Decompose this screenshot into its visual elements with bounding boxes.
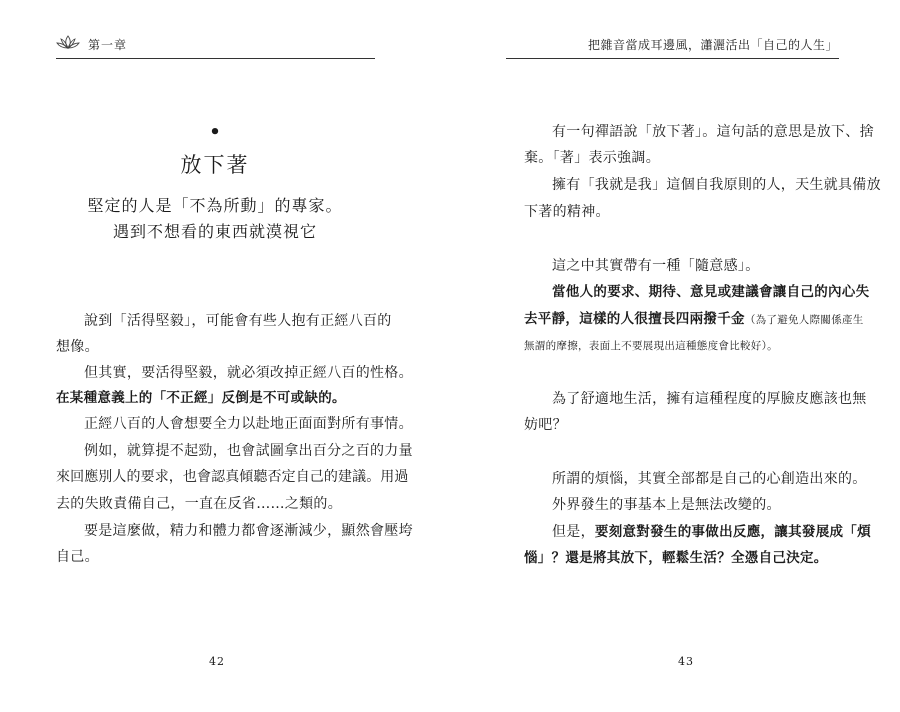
body-line-bold: 惱」？還是將其放下，輕鬆生活？全憑自己決定。	[524, 550, 828, 566]
bold-text: 去平靜，這樣的人很擅長四兩撥千金	[524, 311, 745, 327]
page-number: 43	[678, 655, 694, 668]
body-line-mixed	[524, 309, 864, 330]
body-line: 說到「活得堅毅」，可能會有些人抱有正經八百的	[84, 313, 392, 329]
body-line: 所謂的煩惱，其實全部都是自己的心創造出來的。	[552, 471, 867, 487]
body-line: 來回應別人的要求，也會認真傾聽否定自己的建議。用過	[56, 469, 409, 485]
aside-text: （為了避免人際關係產生	[744, 314, 864, 326]
aside-line: 無謂的摩擦，表面上不要展現出這種態度會比較好）。	[524, 340, 778, 352]
page-number: 42	[209, 655, 225, 668]
body-line: 下著的精神。	[524, 204, 610, 220]
header-rule	[56, 58, 375, 59]
body-line: 外界發生的事基本上是無法改變的。	[552, 497, 781, 513]
right-page	[450, 0, 900, 712]
body-line: 為了舒適地生活，擁有這種程度的厚臉皮應該也無	[552, 391, 867, 407]
body-line: 自己。	[56, 549, 99, 565]
body-line: 正經八百的人會想要全力以赴地正面面對所有事情。	[84, 416, 413, 432]
body-line: 棄。「著」表示強調。	[524, 150, 660, 166]
header-rule	[506, 58, 839, 59]
bold-text: 要刻意對發生的事做出反應，讓其發展成「煩	[594, 524, 871, 540]
body-line: 去的失敗責備自己，一直在反省……之類的。	[56, 496, 342, 512]
plain-text: 但是，	[552, 524, 595, 540]
body-line: 要是這麼做，精力和體力都會逐漸減少，顯然會壓垮	[84, 523, 413, 539]
body-line: 有一句禪語說「放下著」。這句話的意思是放下、捨	[552, 124, 874, 140]
body-line: 妨吧？	[524, 417, 567, 433]
body-line: 擁有「我就是我」這個自我原則的人，天生就具備放	[552, 177, 881, 193]
body-line-mixed	[552, 522, 871, 542]
chapter-label: 第一章	[88, 38, 128, 52]
section-subtitle: 堅定的人是「不為所動」的專家。	[87, 196, 343, 215]
body-line: 例如，就算提不起勁，也會試圖拿出百分之百的力量	[84, 443, 413, 459]
body-line: 想像。	[56, 339, 99, 355]
body-line-bold: 在某種意義上的「不正經」反倒是不可或缺的。	[56, 390, 346, 406]
body-line: 這之中其實帶有一種「隨意感」。	[552, 258, 760, 274]
body-line-bold: 當他人的要求、期待、意見或建議會讓自己的內心失	[552, 284, 870, 300]
section-subtitle: 遇到不想看的東西就漠視它	[112, 222, 317, 241]
section-bullet: •	[209, 122, 221, 143]
body-line: 但其實，要活得堅毅，就必須改掉正經八百的性格。	[84, 365, 413, 381]
running-title: 把雜音當成耳邊風，瀟灑活出「自己的人生」	[587, 38, 838, 52]
section-title: 放下著	[180, 153, 250, 177]
lotus-icon	[56, 34, 80, 50]
